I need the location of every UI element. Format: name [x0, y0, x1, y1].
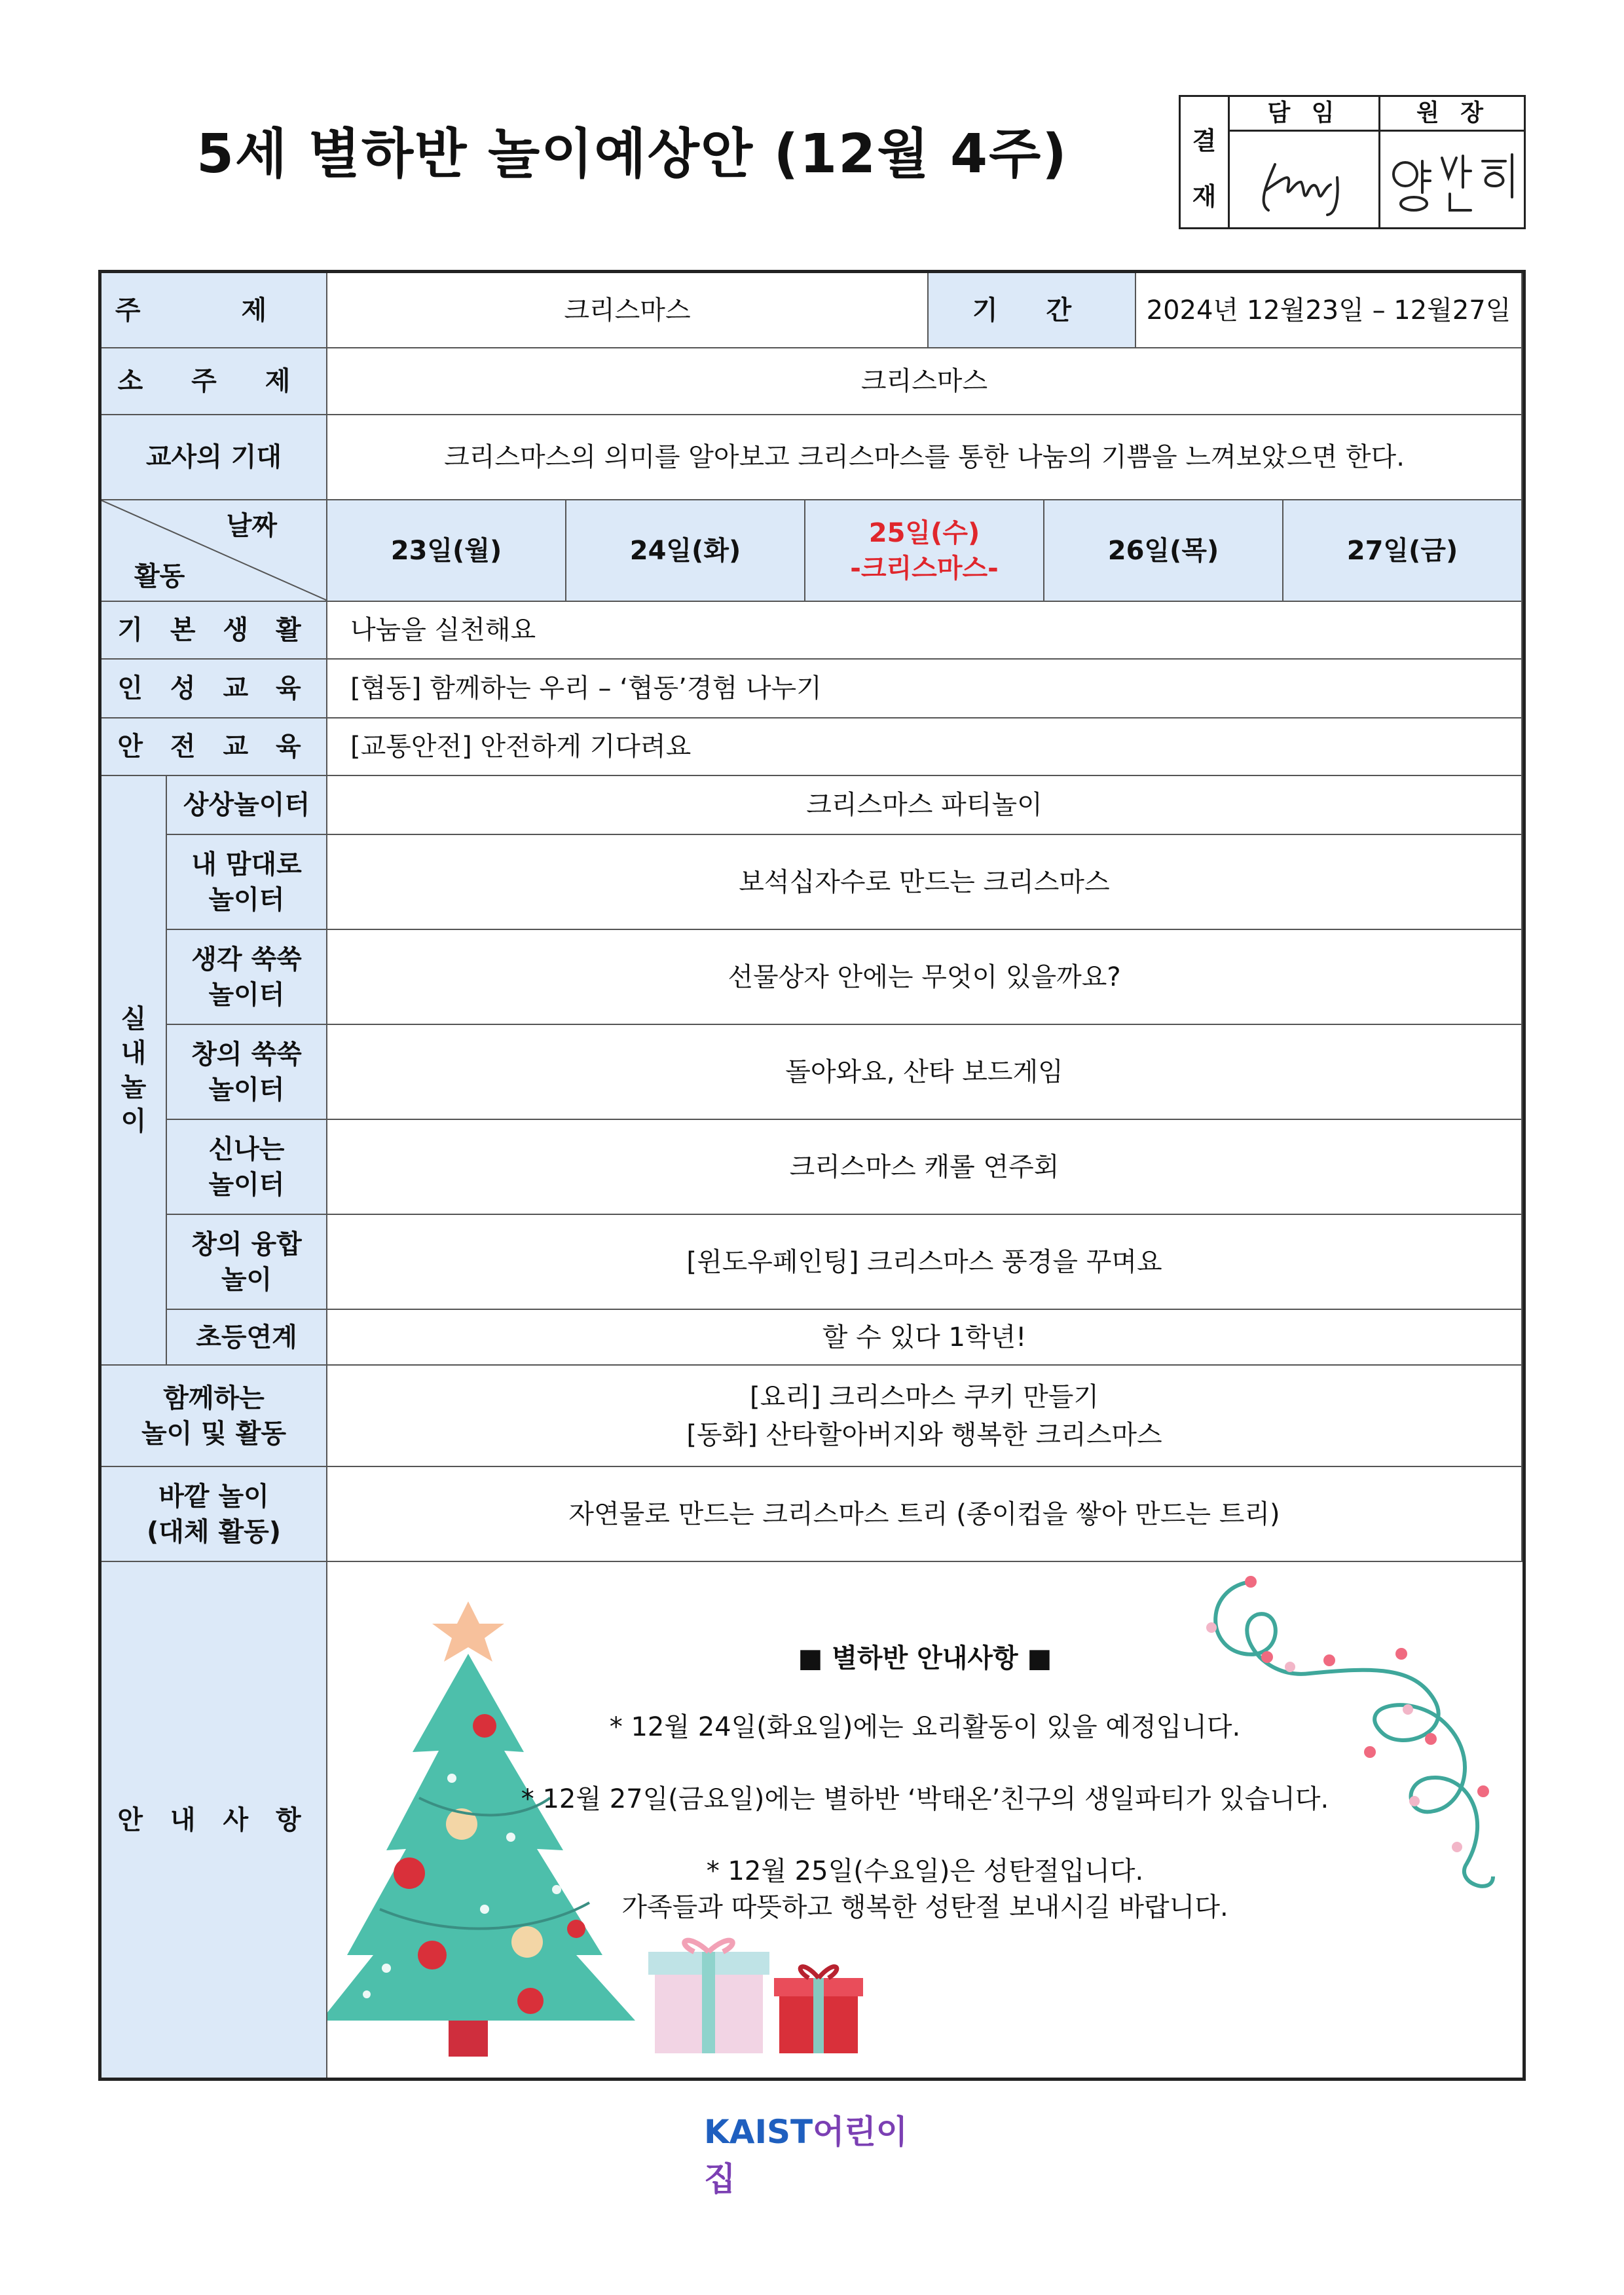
indoor-item-value: 돌아와요, 산타 보드게임: [327, 1025, 1522, 1120]
label-line: 놀이 및 활동: [141, 1418, 287, 1449]
approval-label-char: 결: [1192, 126, 1217, 155]
outdoor-value: 자연물로 만드는 크리스마스 트리 (종이컵을 쌓아 만드는 트리): [327, 1467, 1522, 1562]
approval-label: [1181, 97, 1230, 227]
label-line: 내 맘대로: [191, 849, 302, 880]
label-line: 창의 융합: [191, 1229, 302, 1259]
label-line: 놀이: [221, 1264, 272, 1295]
homeroom-header: 담 임: [1230, 97, 1378, 132]
label-line: 창의 쑥쑥: [191, 1039, 302, 1070]
homeroom-signature-image: [1239, 141, 1370, 220]
notice-heading: ■ 별하반 안내사항 ■: [798, 1643, 1052, 1673]
notice-line: * 12월 25일(수요일)은 성탄절입니다.: [706, 1856, 1144, 1886]
expectation-label: 교사의 기대: [101, 415, 327, 500]
indoor-item-label: [167, 930, 327, 1025]
basic-life-label: 기 본 생 활: [101, 602, 327, 660]
label-line: 생각 쑥쑥: [191, 944, 302, 975]
indoor-item-label: 초등연계: [167, 1310, 327, 1366]
day-column: 24일(화): [566, 500, 805, 602]
indoor-label-char: 이: [120, 1106, 147, 1136]
day-label: 25일(수): [868, 517, 980, 548]
indoor-item-label: [167, 1215, 327, 1310]
indoor-item-label: 상상놀이터: [167, 776, 327, 835]
indoor-item-value: [윈도우페인팅] 크리스마스 풍경을 꾸며요: [327, 1215, 1522, 1310]
indoor-label-char: 놀: [120, 1072, 147, 1102]
notice-line: 가족들과 따뜻하고 행복한 성탄절 보내시길 바랍니다.: [621, 1892, 1228, 1922]
together-value: [327, 1366, 1522, 1467]
indoor-item-value: 크리스마스 캐롤 연주회: [327, 1120, 1522, 1215]
label-line: 놀이터: [208, 884, 285, 915]
label-line: 함께하는: [163, 1383, 265, 1413]
logo-kindergarten-text: 어린이집: [704, 2113, 908, 2198]
day-column: 23일(월): [327, 500, 566, 602]
day-column: 27일(금): [1283, 500, 1522, 602]
director-column: [1380, 97, 1526, 227]
indoor-item-value: 보석십자수로 만드는 크리스마스: [327, 835, 1522, 930]
expectation-value: 크리스마스의 의미를 알아보고 크리스마스를 통한 나눔의 기쁨을 느껴보았으면 한다.: [327, 415, 1522, 500]
subtheme-label: 소 주 제: [101, 348, 327, 415]
period-value: 2024년 12월23일 – 12월27일: [1136, 273, 1522, 348]
day-column: 26일(목): [1044, 500, 1283, 602]
date-activity-corner: [101, 500, 327, 602]
director-signature: [1380, 132, 1526, 230]
indoor-item-value: 크리스마스 파티놀이: [327, 776, 1522, 835]
notice-line: * 12월 24일(화요일)에는 요리활동이 있을 예정입니다.: [609, 1712, 1241, 1742]
indoor-label-char: 내: [120, 1038, 147, 1068]
plan-table: [98, 270, 1526, 2081]
day-column-holiday: [805, 500, 1044, 602]
logo-kaist-text: KAIST: [704, 2113, 813, 2151]
subtheme-value: 크리스마스: [327, 348, 1522, 415]
label-line: 바깥 놀이: [158, 1481, 269, 1512]
notice-line: * 12월 27일(금요일)에는 별하반 ‘박태온’친구의 생일파티가 있습니다.: [521, 1784, 1329, 1814]
character-education-label: 인 성 교 육: [101, 660, 327, 718]
director-signature-image: [1384, 141, 1522, 220]
label-line: 놀이터: [208, 1074, 285, 1105]
safety-education-value: [교통안전] 안전하게 기다려요: [327, 718, 1522, 776]
safety-education-label: 안 전 교 육: [101, 718, 327, 776]
notice-area: [327, 1562, 1522, 2078]
label-line: (대체 활동): [146, 1516, 282, 1547]
label-line: 신나는: [208, 1134, 285, 1165]
activity-label: 활동: [134, 561, 185, 591]
indoor-label-char: 실: [120, 1004, 147, 1034]
approval-box: [1179, 95, 1526, 229]
label-line: 놀이터: [208, 1169, 285, 1200]
label-line: 놀이터: [208, 979, 285, 1010]
together-line: [요리] 크리스마스 쿠키 만들기: [749, 1381, 1099, 1412]
date-label: 날짜: [226, 511, 277, 541]
indoor-item-label: [167, 835, 327, 930]
page-title: 5세 별하반 놀이예상안 (12월 4주): [196, 123, 1068, 185]
indoor-item-label: [167, 1120, 327, 1215]
indoor-item-value: 선물상자 안에는 무엇이 있을까요?: [327, 930, 1522, 1025]
together-line: [동화] 산타할아버지와 행복한 크리스마스: [686, 1419, 1162, 1450]
indoor-item-label: [167, 1025, 327, 1120]
theme-label: 주 제: [101, 273, 327, 348]
indoor-play-label: [101, 776, 167, 1366]
period-label: 기 간: [929, 273, 1136, 348]
outdoor-label: [101, 1467, 327, 1562]
basic-life-value: 나눔을 실천해요: [327, 602, 1522, 660]
indoor-item-value: 할 수 있다 1학년!: [327, 1310, 1522, 1366]
notice-label: 안 내 사 항: [101, 1562, 327, 2078]
theme-value: 크리스마스: [327, 273, 929, 348]
character-education-value: [협동] 함께하는 우리 – ‘협동’경험 나누기: [327, 660, 1522, 718]
approval-label-char: 재: [1192, 182, 1217, 211]
homeroom-signature: [1230, 132, 1378, 230]
gift-boxes-illustration: [648, 1929, 884, 2060]
homeroom-column: [1230, 97, 1380, 227]
director-header: 원 장: [1380, 97, 1526, 132]
together-label: [101, 1366, 327, 1467]
holiday-name: -크리스마스-: [850, 553, 999, 584]
kaist-kindergarten-logo: [704, 2106, 920, 2198]
